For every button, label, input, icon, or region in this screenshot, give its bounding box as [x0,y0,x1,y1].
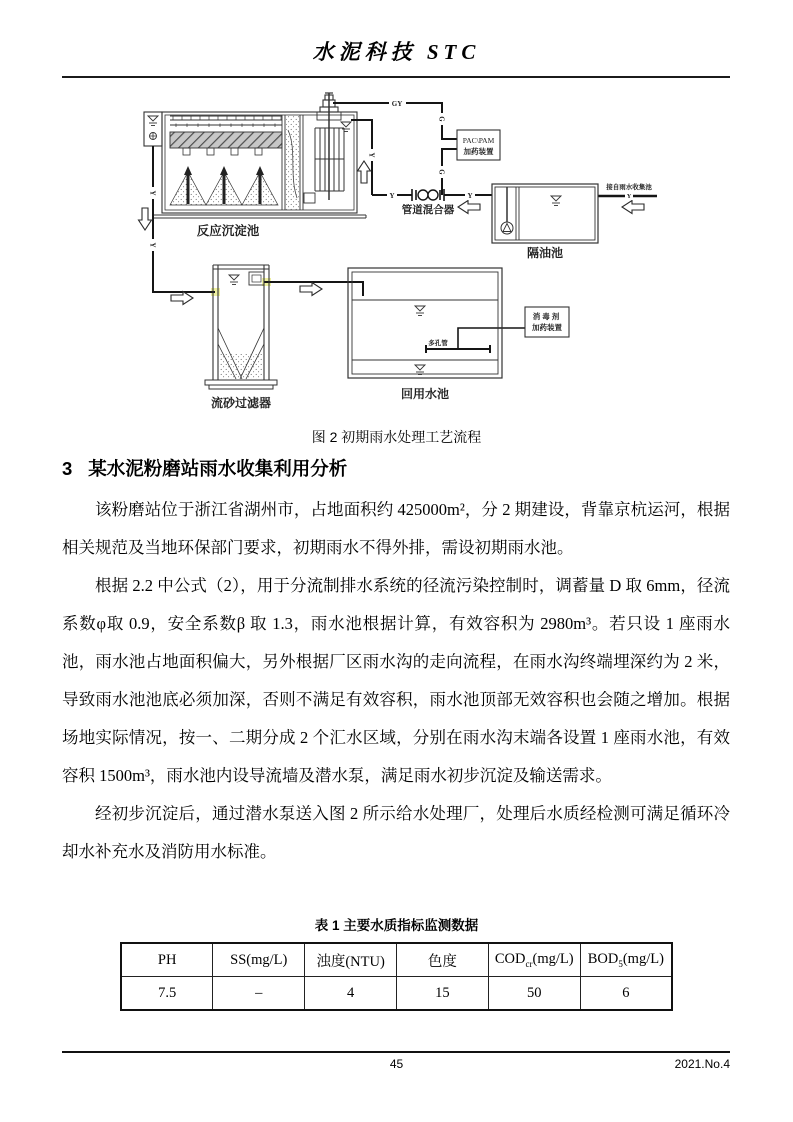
reuse-pool-label: 回用水池 [400,387,450,401]
sand-filter-label: 流砂过滤器 [210,396,272,410]
journal-title: 水泥科技 STC [312,40,481,64]
pipe-label-y: Y [626,194,632,200]
pipe-label-gy: GY [391,100,403,108]
figure-area [0,88,793,424]
value-cell: – [213,977,305,1011]
header-text: (mg/L) [532,951,574,968]
dosing-label: 加药装置 [532,323,562,332]
value-cell: 7.5 [121,977,213,1011]
pipe-label-g: G [437,116,446,122]
oil-separator-tank [492,184,598,243]
dosing-label: 加药装置 [463,147,494,156]
header-rule [62,76,730,78]
header-cell-cod [488,943,580,977]
value-cell: 15 [396,977,488,1011]
header-cell-bod [580,943,672,977]
pipe-label-y: Y [367,152,376,158]
pipe-label-y: Y [389,192,395,200]
body-text [62,491,730,871]
pipeline-mixer-label: 管道混合器 [401,205,455,216]
pipe-label-y: Y [148,242,157,248]
header-subscript: cr [525,958,533,969]
footer-page-number: 45 [389,1057,404,1071]
oil-separator-label: 隔油池 [526,246,564,260]
arrow-down-icon [139,208,152,230]
reuse-pool [348,268,502,378]
table-caption: 表 1 主要水质指标监测数据 [314,918,479,933]
figure-caption: 图 2 初期雨水处理工艺流程 [311,429,482,445]
header-cell-ss [213,943,305,977]
footer-issue-label: 2021.No.4 [674,1057,730,1071]
body-paragraph: 根据 2.2 中公式（2），用于分流制排水系统的径流污染控制时，调蓄量 D 取 6mm，径流系数φ取 0.9，安全系数β 取 1.3，雨水池根据计算，有效容积为 2980m³。若只设 1 座雨水池，雨水池占地面积偏大，另外根据厂区雨水沟的走向流程，在雨水沟终端埋深约为 2 米，导致雨水池池底必须加深，否则不满足有效容积，雨水池顶部无效容积也会随之增加。根据场地实际情况，按一、二期分成 2 个汇水区域，分别在雨水沟末端各设置 1 座雨水池，有效容积 1500m³，雨水池内设导流墙及潜水泵，满足雨水初步沉淀及输送需求。 [62,576,731,785]
table-value-row [121,977,672,1011]
pipe-label-y: Y [467,192,473,200]
header-text: BOD [587,951,619,968]
pac-pam-label: PAC\PAM [462,136,495,145]
value-cell: 6 [580,977,672,1011]
header-cell-turbidity [305,943,397,977]
section-number: 3 [62,458,73,479]
header-text: COD [494,951,526,968]
pipe-label-g: G [437,169,446,175]
header-cell-color [396,943,488,977]
arrow-left-icon [622,201,644,214]
arrow-up-icon [358,161,371,183]
reaction-sedimentation-tank [144,93,366,218]
disinfectant-dosing-box [525,307,569,337]
header-cell-ph [121,943,213,977]
value-cell: 4 [305,977,397,1011]
body-paragraph: 经初步沉淀后，通过潜水泵送入图 2 所示给水处理厂，处理后水质经检测可满足循环冷却水补充水及消防用水标准。 [62,804,730,861]
reaction-tank-label: 反应沉淀池 [196,224,260,238]
header-text: 色度 [427,953,457,970]
arrow-right-icon [300,283,322,296]
value-cell: 50 [488,977,580,1011]
pipeline-mixer-device [412,189,444,201]
disinfectant-label: 消毒剂 [532,312,562,321]
header-subscript: 5 [618,958,623,969]
header-text: PH [157,951,177,968]
footer-rule [62,1051,730,1053]
table-header-row [121,943,672,977]
header-text: 浊度(NTU) [316,953,385,970]
pipe-label-y: Y [148,190,157,196]
section-title: 某水泥粉磨站雨水收集利用分析 [88,458,348,479]
header-text: (mg/L) [622,951,664,968]
body-paragraph: 该粉磨站位于浙江省湖州市，占地面积约 425000m²，分 2 期建设，背靠京杭运河，根据相关规范及当地环保部门要求，初期雨水不得外排，需设初期雨水池。 [62,500,730,557]
arrow-right-icon [171,292,193,305]
arrow-left-icon [458,201,480,214]
perforated-pipe-label: 多孔管 [428,340,448,347]
water-quality-table [120,942,673,1011]
pac-pam-dosing-box [457,130,500,160]
inlet-label: 接自雨水收集池 [606,184,652,191]
section-heading [62,455,730,481]
process-flow-diagram [0,88,793,424]
header-text: SS(mg/L) [230,951,288,968]
